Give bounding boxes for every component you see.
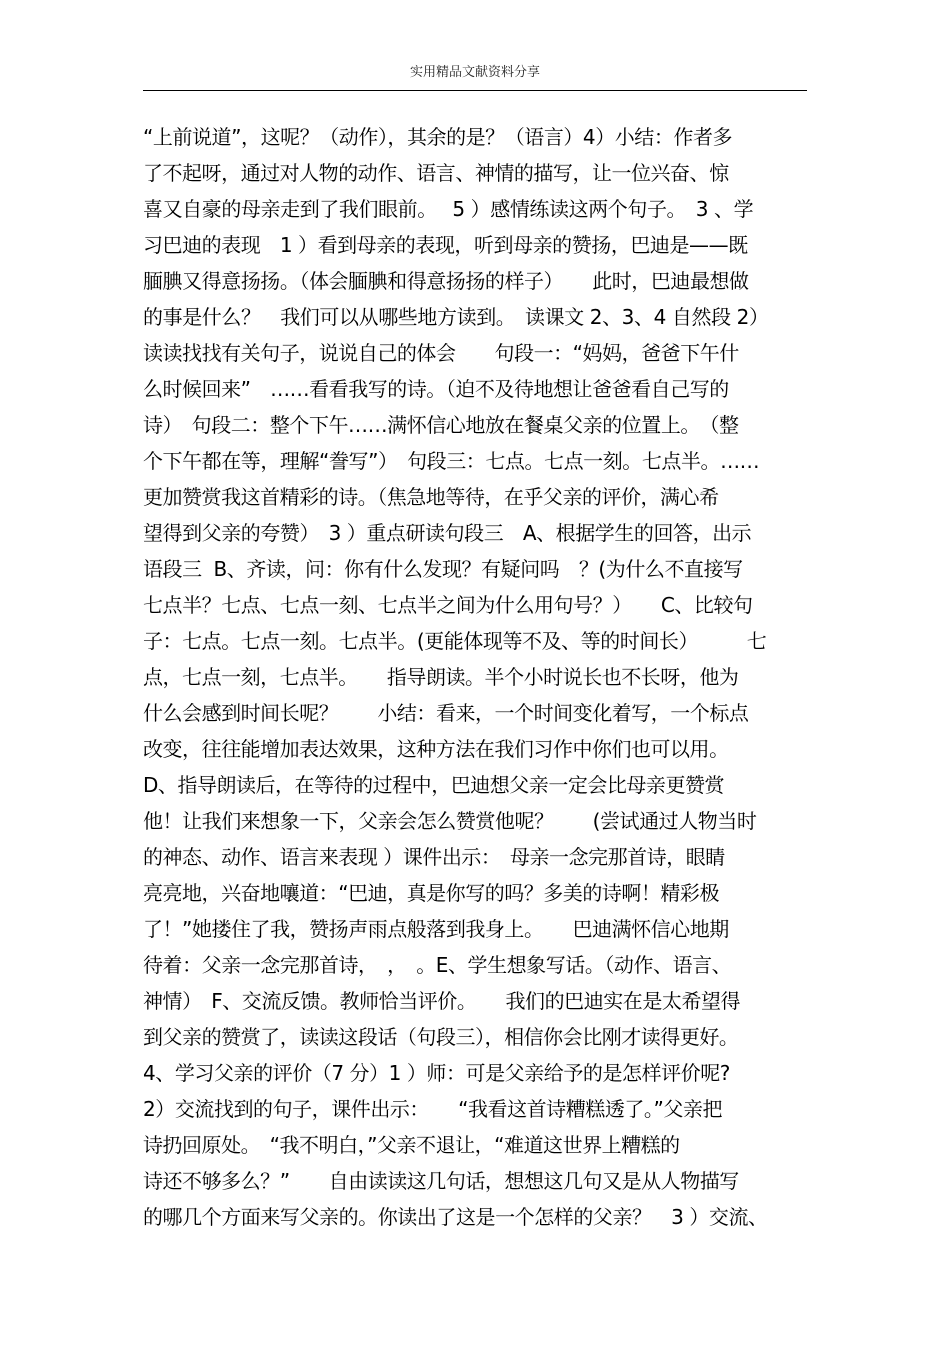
text-line: 了！”她搂住了我，赞扬声雨点般落到我身上。 巴迪满怀信心地期 (143, 917, 729, 941)
text-line: 语段三 B、齐读，问：你有什么发现？有疑问吗 ？(为什么不直接写 (143, 557, 743, 581)
text-line: 读读找找有关句子，说说自己的体会 句段一：“妈妈，爸爸下午什 (143, 341, 739, 365)
text-line: 亮亮地，兴奋地嚷道：“巴迪，真是你写的吗？多美的诗啊！精彩极 (143, 881, 719, 905)
text-line: 什么会感到时间长呢？ 小结：看来，一个时间变化着写，一个标点 (143, 701, 749, 725)
text-line: 到父亲的赞赏了，读读这段话（句段三），相信你会比刚才读得更好。 (143, 1025, 739, 1049)
text-line: 诗还不够多么？” 自由读读这几句话，想想这几句又是从人物描写 (143, 1169, 739, 1193)
text-line: “上前说道”，这呢？（动作），其余的是？（语言）4）小结：作者多 (143, 125, 733, 149)
text-line: 的神态、动作、语言来表现 ）课件出示： 母亲一念完那首诗，眼睛 (143, 845, 725, 869)
text-line: 改变，往往能增加表达效果，这种方法在我们习作中你们也可以用。 (143, 737, 729, 761)
text-line: 喜又自豪的母亲走到了我们眼前。 5 ）感情练读这两个句子。 3 、学 (143, 197, 754, 221)
text-line: 神情） F、交流反馈。教师恰当评价。 我们的巴迪实在是太希望得 (143, 989, 741, 1013)
text-line: 么时候回来” ……看看我写的诗。（迫不及待地想让爸爸看自己写的 (143, 377, 729, 401)
text-line: 子：七点。七点一刻。七点半。(更能体现等不及、等的时间长） 七 (143, 629, 767, 653)
text-line: 的事是什么？ 我们可以从哪些地方读到。 读课文 2、3、4 自然段 2） (143, 305, 769, 329)
text-line: 的哪几个方面来写父亲的。你读出了这是一个怎样的父亲？ 3 ）交流、 (143, 1205, 768, 1229)
running-header: 实用精品文献资料分享 (409, 65, 540, 80)
text-line: 习巴迪的表现 1 ）看到母亲的表现，听到母亲的赞扬，巴迪是——既 (143, 233, 748, 257)
text-line: 诗） 句段二：整个下午……满怀信心地放在餐桌父亲的位置上。 （整 (143, 413, 739, 437)
text-line: 4、学习父亲的评价（7 分）1 ）师：可是父亲给予的是怎样评价呢? (143, 1061, 730, 1085)
text-line: 更加赞赏我这首精彩的诗。（焦急地等待，在乎父亲的评价，满心希 (143, 485, 719, 509)
document-body (143, 119, 823, 1235)
text-line: 七点半？七点、七点一刻、七点半之间为什么用句号？） C、比较句 (143, 593, 753, 617)
text-line: 待着：父亲一念完那首诗， ， 。E、学生想象写话。（动作、语言、 (143, 953, 732, 977)
text-line: 诗扔回原处。 “我不明白，”父亲不退让，“难道这世界上糟糕的 (143, 1133, 680, 1157)
header-divider (143, 90, 807, 91)
text-line: 个下午都在等，理解“誊写”） 句段三：七点。七点一刻。七点半。…… (143, 449, 760, 473)
text-line: 了不起呀，通过对人物的动作、语言、神情的描写，让一位兴奋、惊 (143, 161, 729, 185)
text-line: 2）交流找到的句子，课件出示： “我看这首诗糟糕透了。”父亲把 (143, 1097, 723, 1121)
text-line: 他！让我们来想象一下，父亲会怎么赞赏他呢？ (尝试通过人物当时 (143, 809, 757, 833)
text-line: 点，七点一刻，七点半。 指导朗读。半个小时说长也不长呀，他为 (143, 665, 739, 689)
text-line: 腼腆又得意扬扬。（体会腼腆和得意扬扬的样子） 此时，巴迪最想做 (143, 269, 749, 293)
text-line: 望得到父亲的夸赞） 3 ）重点研读句段三 A、根据学生的回答，出示 (143, 521, 752, 545)
text-line: D、指导朗读后，在等待的过程中，巴迪想父亲一定会比母亲更赞赏 (143, 773, 725, 797)
